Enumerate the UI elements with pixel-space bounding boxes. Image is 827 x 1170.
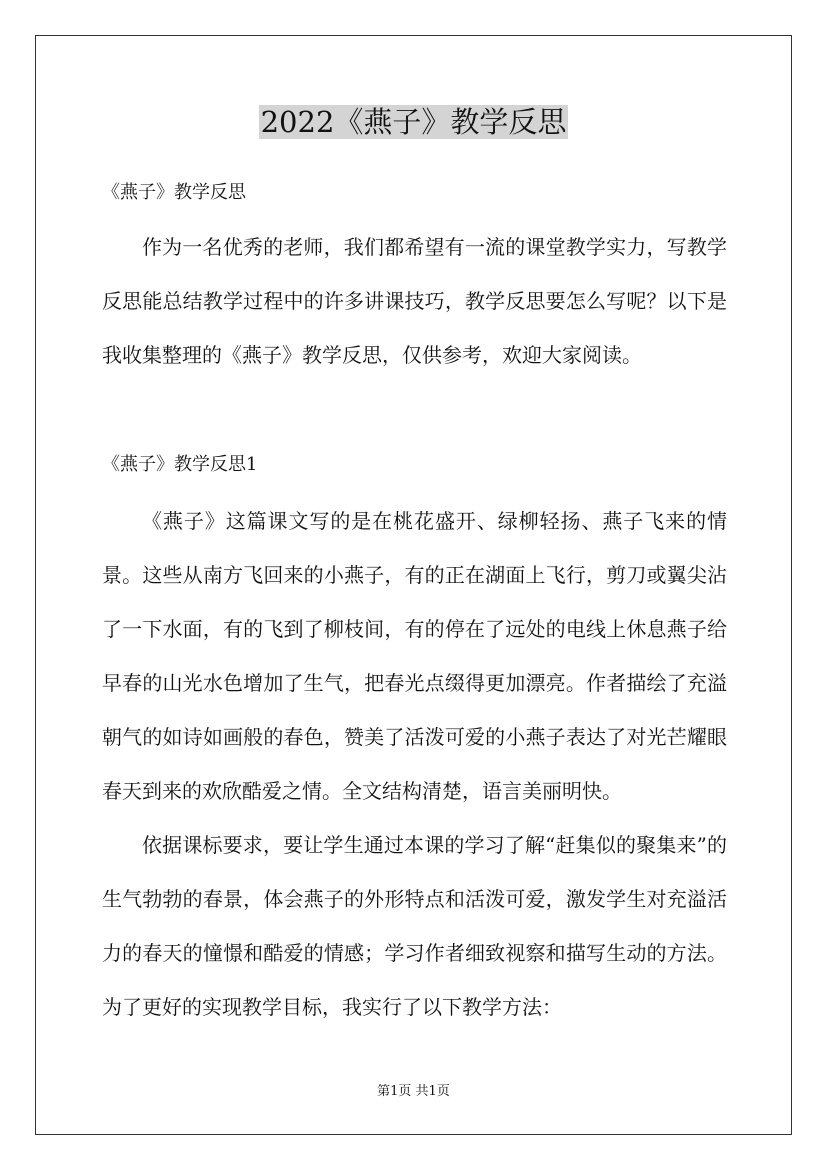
page-footer: 第1页 共1页 bbox=[377, 1084, 450, 1099]
intro-paragraph: 作为一名优秀的老师，我们都希望有一流的课堂教学实力，写教学反思能总结教学过程中的许多讲课技巧，教学反思要怎么写呢？以下是我收集整理的《燕子》教学反思，仅供参考，欢迎大家阅读。 bbox=[102, 235, 727, 367]
document-title-text: 2022《燕子》教学反思 bbox=[260, 105, 567, 139]
document-title bbox=[0, 100, 827, 144]
section-heading: 《燕子》教学反思1 bbox=[102, 454, 258, 475]
document-subtitle: 《燕子》教学反思 bbox=[102, 182, 246, 203]
section-paragraph-1: 《燕子》这篇课文写的是在桃花盛开、绿柳轻扬、燕子飞来的情景。这些从南方飞回来的小燕子，有的正在湖面上飞行，剪刀或翼尖沾了一下水面，有的飞到了柳枝间，有的停在了远处的电线上休息燕子给早春的山光水色增加了生气，把春光点缀得更加漂亮。作者描绘了充溢朝气的如诗如画般的春色，赞美了活泼可爱的小燕子表达了对光芒耀眼春天到来的欢欣酷爱之情。全文结构清楚，语言美丽明快。 bbox=[102, 509, 727, 803]
section-paragraph-2: 依据课标要求，要让学生通过本课的学习了解“赶集似的聚集来”的生气勃勃的春景，体会燕子的外形特点和活泼可爱，激发学生对充溢活力的春天的憧憬和酷爱的情感；学习作者细致视察和描写生动的方法。为了更好的实现教学目标，我实行了以下教学方法： bbox=[102, 833, 727, 1019]
